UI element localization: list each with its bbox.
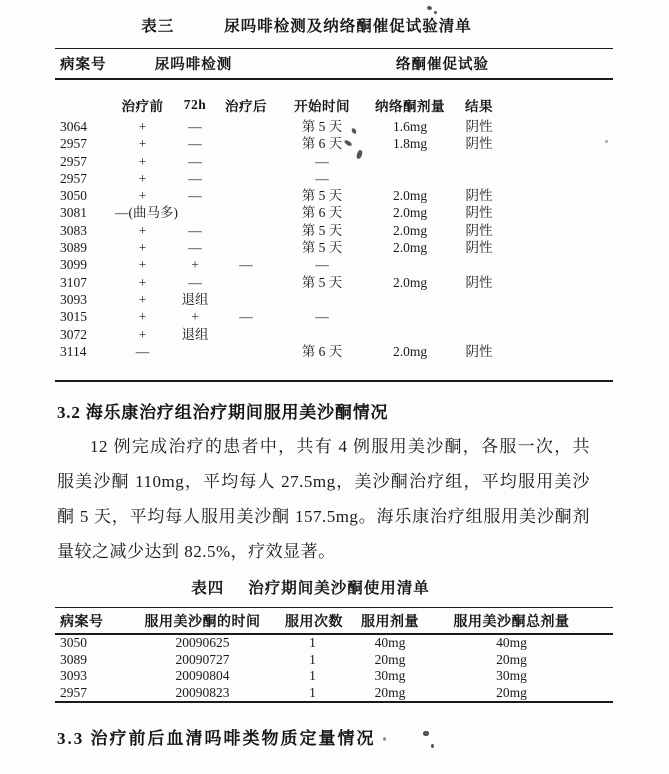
table-cell: + — [138, 257, 147, 273]
table-cell-empty — [510, 187, 613, 204]
table4-header-row — [55, 608, 613, 635]
table-cell: 第 6 天 — [301, 343, 343, 359]
table-cell-empty — [510, 239, 613, 256]
table3-subheader-naloxone-dose: 纳络酮剂量 — [375, 99, 446, 114]
section-3-3-heading: 3.3 治疗前后血清吗啡类物质定量情况 — [57, 729, 376, 748]
table-cell: 第 5 天 — [301, 222, 343, 238]
table-cell: 第 5 天 — [301, 119, 343, 134]
table-cell: 3089 — [60, 240, 87, 256]
methadone-usage-table — [55, 607, 613, 703]
table-cell: 2.0mg — [392, 240, 428, 256]
table-cell: 40mg — [496, 635, 527, 650]
table-cell-empty — [510, 308, 613, 325]
table4-header-dose: 服用剂量 — [340, 608, 440, 635]
table3-header-case: 病案号 — [55, 49, 115, 80]
table-cell — [220, 239, 272, 256]
table-cell — [372, 170, 448, 187]
table3-subheader-pretreatment: 治疗前 — [121, 99, 164, 114]
table4-header-total-dose: 服用美沙酮总剂量 — [440, 608, 583, 635]
table-cell: 2957 — [60, 170, 87, 186]
table-cell — [220, 135, 272, 152]
table-cell: — — [188, 136, 202, 152]
table-cell: 1 — [309, 635, 316, 650]
table-cell-empty — [510, 135, 613, 152]
table-cell-empty — [583, 685, 613, 703]
urine-morphine-naloxone-table — [55, 48, 613, 382]
table3-group-header-row — [55, 49, 613, 80]
table-cell — [220, 170, 272, 187]
table-cell: 3089 — [60, 651, 87, 667]
table4-header-time: 服用美沙酮的时间 — [120, 608, 285, 635]
table-cell: 20mg — [374, 651, 406, 667]
table-cell: + — [138, 153, 147, 169]
table-cell-empty — [583, 634, 613, 652]
table-cell: + — [191, 257, 199, 273]
table-row — [55, 668, 613, 685]
table3-caption — [0, 14, 669, 36]
table-row — [55, 153, 613, 170]
table-cell — [220, 274, 272, 291]
table-cell: — — [135, 343, 150, 359]
table-cell: 第 6 天 — [301, 205, 343, 221]
table-row — [55, 170, 613, 187]
table-cell: — — [188, 222, 202, 238]
table-cell: 2957 — [60, 153, 87, 169]
table4-header-case: 病案号 — [55, 608, 120, 635]
table-cell — [372, 308, 448, 325]
table4-caption — [0, 576, 669, 598]
table-cell: 3064 — [60, 119, 87, 134]
table4-header-count: 服用次数 — [285, 608, 340, 635]
table-cell: — — [188, 153, 202, 169]
table-cell — [448, 256, 510, 273]
table-cell: — — [315, 170, 329, 186]
table-cell: — — [315, 153, 329, 169]
table-cell: 1 — [309, 668, 316, 684]
table-cell: 阴性 — [465, 240, 493, 256]
table-cell-empty — [583, 668, 613, 685]
table-cell: 3083 — [60, 222, 87, 238]
table-cell — [170, 343, 220, 381]
table-row — [55, 326, 613, 343]
table-cell: + — [138, 291, 147, 307]
paragraph-line: 酮 5 天，平均每人服用美沙酮 157.5mg。海乐康治疗组服用美沙酮剂 — [57, 507, 590, 526]
table-cell-empty — [583, 652, 613, 669]
table-cell: 3107 — [60, 274, 87, 290]
table-cell: 阴性 — [465, 119, 493, 134]
table3-body — [55, 118, 613, 381]
scan-artifact — [605, 140, 608, 143]
table-cell-empty — [510, 291, 613, 308]
table-cell: 第 5 天 — [301, 188, 343, 204]
table4-caption-title: 治疗期间美沙酮使用清单 — [248, 580, 430, 597]
scan-artifact — [383, 737, 386, 741]
table-cell: 3114 — [60, 343, 87, 359]
table-cell: + — [191, 309, 199, 325]
methadone-usage-paragraph — [57, 429, 590, 569]
table3-subheader-result: 结果 — [465, 99, 494, 114]
table-cell: 2957 — [60, 136, 87, 152]
paragraph-line: 量较之减少达到 82.5%，疗效显著。 — [57, 542, 336, 561]
table3-caption-number: 表三 — [141, 18, 175, 35]
table-cell — [220, 118, 272, 135]
table-cell: 20mg — [496, 651, 527, 667]
table-cell: 阴性 — [465, 136, 493, 152]
table-cell: — — [188, 240, 202, 256]
table-cell: 40mg — [374, 635, 406, 650]
table-cell: 20090625 — [175, 635, 230, 650]
table-cell: 阴性 — [465, 188, 493, 204]
table-cell — [220, 222, 272, 239]
table-cell — [220, 204, 272, 221]
table-cell: 2.0mg — [392, 274, 428, 290]
table-cell-empty — [510, 153, 613, 170]
table-row — [55, 274, 613, 291]
table-cell-empty — [510, 343, 613, 381]
table-cell: 阴性 — [465, 274, 493, 290]
table-cell: 30mg — [496, 668, 527, 684]
table-cell — [220, 153, 272, 170]
table-cell — [448, 308, 510, 325]
paragraph-line: 服美沙酮 110mg，平均每人 27.5mg，美沙酮治疗组，平均服用美沙 — [57, 472, 590, 491]
table-row — [55, 204, 613, 221]
scan-artifact — [426, 5, 432, 10]
table-cell: 第 6 天 — [301, 136, 343, 152]
table-cell — [220, 343, 272, 381]
table-cell — [220, 291, 272, 308]
table-cell — [220, 187, 272, 204]
table-row — [55, 652, 613, 669]
table-cell-empty — [510, 222, 613, 239]
table-cell — [372, 153, 448, 170]
table-cell: 2.0mg — [392, 205, 428, 221]
table-row — [55, 308, 613, 325]
table-row — [55, 256, 613, 273]
table-cell: — — [315, 257, 329, 273]
table-cell-empty — [510, 326, 613, 343]
table-cell: + — [138, 309, 147, 325]
table-cell — [220, 326, 272, 343]
table-cell — [448, 326, 510, 343]
table-cell: 1 — [309, 684, 316, 700]
table-cell: 20090804 — [175, 668, 230, 684]
table-row — [55, 187, 613, 204]
table-row — [55, 343, 613, 381]
table-row — [55, 634, 613, 652]
table-row — [55, 239, 613, 256]
table-cell — [272, 326, 372, 343]
table-cell: 阴性 — [465, 205, 493, 221]
table-cell — [448, 170, 510, 187]
table-cell: + — [138, 274, 147, 290]
table-cell: + — [138, 188, 147, 204]
scan-artifact — [423, 731, 429, 736]
table4-caption-number: 表四 — [191, 580, 225, 597]
table-cell — [372, 291, 448, 308]
table3-subheader-start-time: 开始时间 — [294, 99, 351, 114]
table-cell: 3099 — [60, 257, 87, 273]
table-cell: — — [188, 119, 202, 134]
table-cell: —(曲马多) — [115, 205, 178, 221]
table3-sub-header-row — [55, 79, 613, 118]
table-cell-empty — [510, 204, 613, 221]
table-cell: + — [138, 119, 147, 134]
table-cell-empty — [510, 256, 613, 273]
table-cell: 3081 — [60, 205, 87, 221]
table-cell: — — [188, 274, 202, 290]
table-cell: 3050 — [60, 635, 87, 650]
table-cell: 阴性 — [465, 343, 493, 359]
table3-header-urine-test: 尿吗啡检测 — [115, 49, 272, 80]
table3-caption-title: 尿吗啡检测及纳络酮催促试验清单 — [224, 18, 472, 35]
table-cell: 3015 — [60, 309, 87, 325]
table-cell: 3050 — [60, 188, 87, 204]
table-cell — [372, 256, 448, 273]
table-cell — [372, 326, 448, 343]
table-cell: — — [188, 170, 202, 186]
table-cell: 2.0mg — [392, 188, 428, 204]
table-cell: 1 — [309, 651, 316, 667]
table3-subheader-posttreatment: 治疗后 — [225, 99, 267, 114]
table-cell: 退组 — [181, 326, 209, 342]
table-cell-empty — [510, 170, 613, 187]
table-cell: 退组 — [181, 291, 209, 307]
table-cell: — — [239, 309, 253, 325]
table-cell: 3072 — [60, 326, 87, 342]
table-cell: + — [138, 222, 147, 238]
table-cell: 30mg — [374, 668, 406, 684]
table-cell-empty — [510, 118, 613, 135]
table-cell — [448, 153, 510, 170]
section-3-2-heading: 3.2 海乐康治疗组治疗期间服用美沙酮情况 — [57, 403, 389, 422]
table-cell: 2957 — [60, 684, 87, 700]
scan-artifact — [431, 744, 434, 748]
table-cell: — — [188, 188, 202, 204]
table-row — [55, 222, 613, 239]
table-cell: + — [138, 136, 147, 152]
table-cell: 20090823 — [175, 684, 230, 700]
table-cell — [272, 291, 372, 308]
table-cell: 1.6mg — [392, 119, 428, 134]
table-cell: + — [138, 240, 147, 256]
table-cell: — — [239, 257, 253, 273]
table-row — [55, 291, 613, 308]
table-cell-empty — [510, 274, 613, 291]
table-cell: 2.0mg — [392, 222, 428, 238]
table-cell: 20mg — [496, 684, 527, 700]
table-cell: — — [315, 309, 329, 325]
table-cell: 第 5 天 — [301, 240, 343, 256]
table-cell: 第 5 天 — [301, 274, 343, 290]
table-row — [55, 135, 613, 152]
table-cell: + — [138, 170, 147, 186]
table-cell: 1.8mg — [392, 136, 428, 152]
table-cell: 20mg — [374, 684, 406, 700]
table-cell: 阴性 — [465, 222, 493, 238]
table-cell — [448, 291, 510, 308]
paragraph-line: 12 例完成治疗的患者中，共有 4 例服用美沙酮，各服一次，共 — [90, 437, 590, 456]
table4-body — [55, 634, 613, 702]
table3-subheader-72h: 72h — [183, 97, 207, 112]
table3-header-naloxone-test: 络酮催促试验 — [272, 49, 613, 80]
table-cell: 20090727 — [175, 651, 230, 667]
scan-artifact — [434, 11, 437, 14]
table-cell: 2.0mg — [392, 343, 428, 359]
table-cell: 3093 — [60, 668, 87, 684]
table-cell: 3093 — [60, 291, 87, 307]
table-row — [55, 685, 613, 703]
table-cell: + — [138, 326, 147, 342]
table-row — [55, 118, 613, 135]
